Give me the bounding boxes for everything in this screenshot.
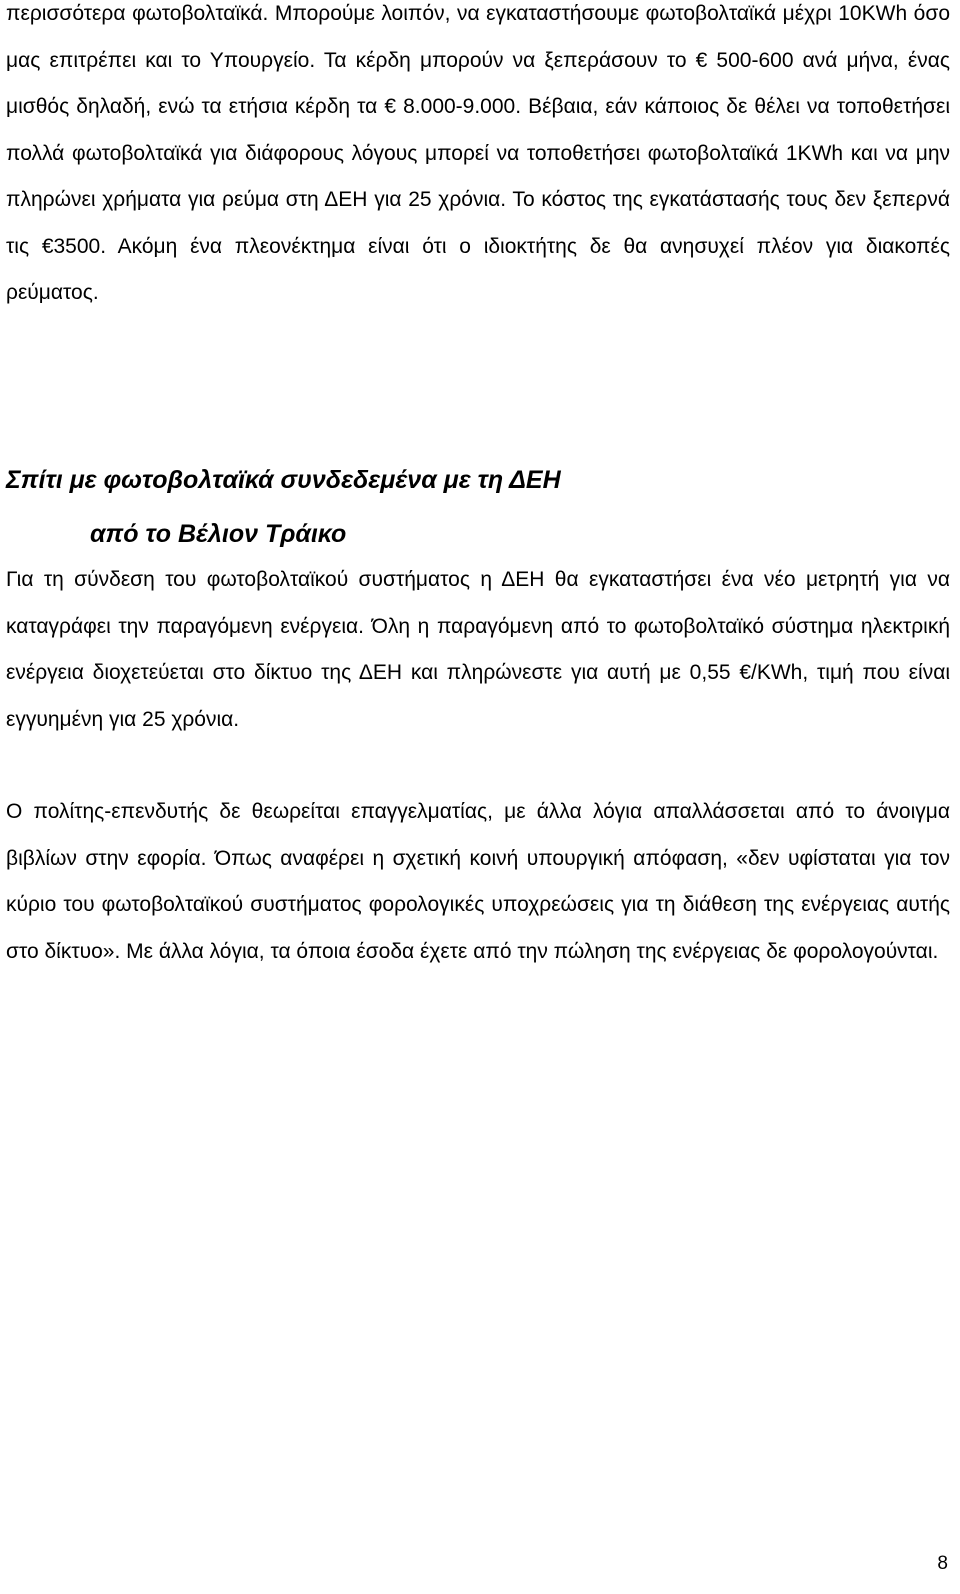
paragraph-benefits: περισσότερα φωτοβολταϊκά. Μπορούμε λοιπόν, να εγκαταστήσουμε φωτοβολταϊκά μέχρι 10KWh όσο μας επιτρέπει και το Υπουργείο. Τα κέρδη μπορούν να ξεπεράσουν το € 500-600 ανά μήνα, ένας μισθός δηλαδή, ενώ τα ετήσια κέρδη τα € 8.000-9.000. Βέβαια, εάν κάποιος δε θέλει να τοποθετήσει πολλά φωτοβολταϊκά για διάφορους λόγους μπορεί να τοποθετήσει φωτοβολταϊκά 1KWh και να μην πληρώνει χρήματα για ρεύμα στη ΔΕΗ για 25 χρόνια. Το κόστος της εγκατάστασής τους δεν ξεπερνά τις €3500. Ακόμη ένα πλεονέκτημα είναι ότι ο ιδιοκτήτης δε θα ανησυχεί πλέον για διακοπές ρεύματος. xyxy=(6,2,950,304)
section-heading: Σπίτι με φωτοβολταϊκά συνδεδεμένα με τη ΔΕΗ xyxy=(6,466,561,494)
paragraph-tax: Ο πολίτης-επενδυτής δε θεωρείται επαγγελματίας, με άλλα λόγια απαλλάσσεται από το άνοιγμα βιβλίων στην εφορία. Όπως αναφέρει η σχετική κοινή υπουργική απόφαση, «δεν υφίσταται για τον κύριο του φωτοβολταϊκού συστήματος φορολογικές υποχρεώσεις για τη διάθεση της ενέργειας αυτής στο δίκτυο». Με άλλα λόγια, τα όποια έσοδα έχετε από την πώληση της ενέργειας δε φορολογούνται. xyxy=(6,800,950,963)
section-author: από το Βέλιον Τράικο xyxy=(90,520,347,548)
paragraph-connection: Για τη σύνδεση του φωτοβολταϊκού συστήματος η ΔΕΗ θα εγκαταστήσει ένα νέο μετρητή για να καταγράφει την παραγόμενη ενέργεια. Όλη η παραγόμενη από το φωτοβολταϊκό σύστημα ηλεκτρική ενέργεια διοχετεύεται στο δίκτυο της ΔΕΗ και πληρώνεστε για αυτή με 0,55 €/KWh, τιμή που είναι εγγυημένη για 25 χρόνια. xyxy=(6,568,950,731)
page-number: 8 xyxy=(937,1553,948,1574)
